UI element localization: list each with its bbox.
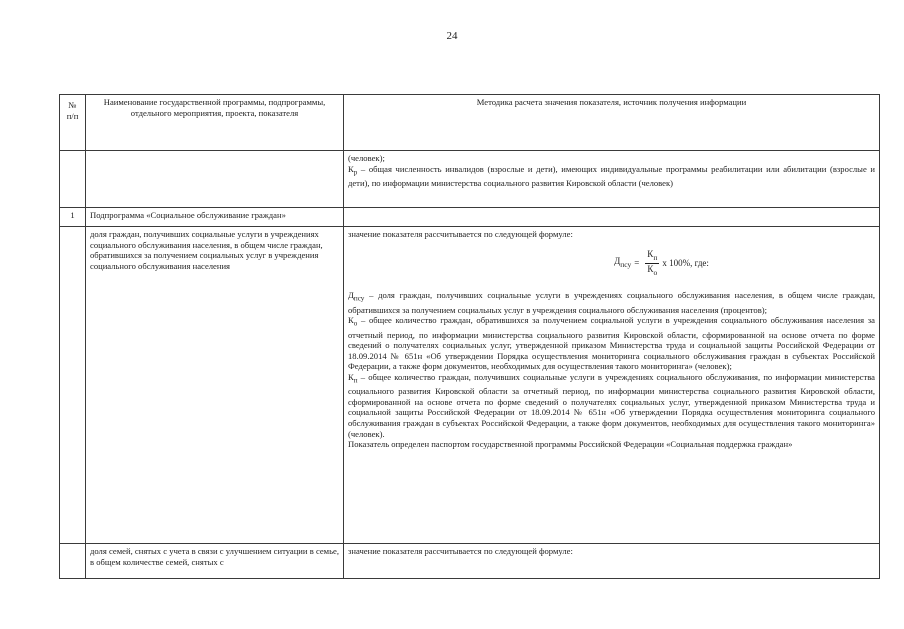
formula-fraction bbox=[645, 249, 659, 279]
numerator-sub: п bbox=[653, 252, 658, 262]
table-row-continuation bbox=[60, 151, 880, 208]
ko-symbol: К bbox=[348, 315, 354, 326]
table-row-subprogram bbox=[60, 208, 880, 227]
d-definition bbox=[348, 290, 875, 315]
indicator1-source: Показатель определен паспортом государственной программы Российской Федерации «Социальная поддержка граждан» bbox=[348, 439, 793, 450]
d-text: – доля граждан, получивших социальные услуги в учреждениях социального обслуживания населения, в общем числе граждан, обратившихся за получением социальных услуг в учреждения социального обслуживания населения (процентов); bbox=[348, 290, 875, 315]
kr-definition bbox=[348, 164, 875, 189]
table-row-indicator1 bbox=[60, 227, 880, 544]
cell-empty bbox=[60, 227, 86, 544]
header-method: Методика расчета значения показателя, источник получения информации bbox=[344, 95, 880, 151]
page-number: 24 bbox=[446, 30, 458, 42]
kr-symbol: К bbox=[348, 163, 354, 174]
cell-empty bbox=[344, 208, 880, 227]
kp-sub: п bbox=[353, 376, 358, 385]
subprogram-number: 1 bbox=[60, 208, 86, 227]
kp-text: – общее количество граждан, получивших социальные услуги в учреждениях социального обслуживания, по информации министерства социального развития Кировской области за отчетный период, по информации министерства социального развития Кировской области, сформированной на основе отчета по форме сведений о получателях социальных услуг, утвержденной приказом Министерства труда и социальной защиты Российской Федерации от 18.09.2014 № 651н «Об утверждении Порядка осуществления мониторинга социального обслуживания граждан в субъектах Российской Федерации, а также форм документов, необходимых для осуществления такого мониторинга» (человек). bbox=[348, 371, 875, 439]
indicator-table bbox=[59, 94, 880, 579]
numerator-symbol: К bbox=[647, 248, 654, 259]
indicator1-method bbox=[344, 227, 880, 544]
ko-definition bbox=[348, 315, 875, 372]
formula-lhs-symbol: Д bbox=[614, 256, 621, 267]
kr-sub: р bbox=[353, 168, 358, 177]
cell-empty bbox=[86, 151, 344, 208]
indicator1-name: доля граждан, получивших социальные услуги в учреждениях социального обслуживания населения, в общем числе граждан, обратившихся за получением социальных услуг в учреждения социального обслуживания населения bbox=[86, 227, 344, 544]
denominator-symbol: К bbox=[647, 263, 654, 274]
d-symbol: Д bbox=[348, 290, 354, 301]
cell-empty bbox=[60, 151, 86, 208]
cell-empty bbox=[60, 544, 86, 579]
formula-denominator bbox=[645, 264, 659, 278]
d-sub: псу bbox=[353, 295, 365, 304]
kp-definition bbox=[348, 372, 875, 439]
header-name: Наименование государственной программы, подпрограммы, отдельного мероприятия, проекта, показателя bbox=[86, 95, 344, 151]
continuation-line1: (человек); bbox=[348, 153, 385, 163]
ko-text: – общее количество граждан, обратившихся за получением социальной услуги в учреждения социального обслуживания населения за отчетный период, по информации министерства социального развития Кировской области, сформированной на основе отчета по форме сведений о получателях социальных услуг, утвержденной приказом Министерства труда и социальной защиты Российской Федерации от 18.09.2014 № 651н «Об утверждении Порядка осуществления мониторинга социального обслуживания граждан в субъектах Российской Федерации, а также форм документов, необходимых для осуществления такого мониторинга» (человек); bbox=[348, 315, 875, 372]
denominator-sub: о bbox=[653, 267, 658, 277]
formula-equals: = bbox=[634, 258, 640, 269]
kr-text: – общая численность инвалидов (взрослые и дети), имеющих индивидуальные программы реабилитации или абилитации (взрослые и дети), по информации министерства социального развития Кировской области (человек) bbox=[348, 163, 875, 188]
table-row-indicator2 bbox=[60, 544, 880, 579]
indicator1-formula bbox=[448, 249, 875, 279]
formula-lhs-sub: псу bbox=[620, 260, 632, 270]
formula-tail: х 100%, где: bbox=[662, 258, 709, 269]
indicator2-intro: значение показателя рассчитывается по следующей формуле: bbox=[344, 544, 880, 579]
subprogram-title: Подпрограмма «Социальное обслуживание граждан» bbox=[86, 208, 344, 227]
header-num: № п/п bbox=[60, 95, 86, 151]
formula-lhs bbox=[614, 256, 631, 270]
indicator2-name: доля семей, снятых с учета в связи с улучшением ситуации в семье, в общем количестве семей, снятых с bbox=[86, 544, 344, 579]
indicator1-intro: значение показателя рассчитывается по следующей формуле: bbox=[348, 229, 573, 239]
continuation-text bbox=[344, 151, 880, 208]
kp-symbol: К bbox=[348, 371, 354, 382]
table-header-row bbox=[60, 95, 880, 151]
ko-sub: о bbox=[353, 320, 358, 328]
formula-numerator bbox=[645, 249, 659, 264]
